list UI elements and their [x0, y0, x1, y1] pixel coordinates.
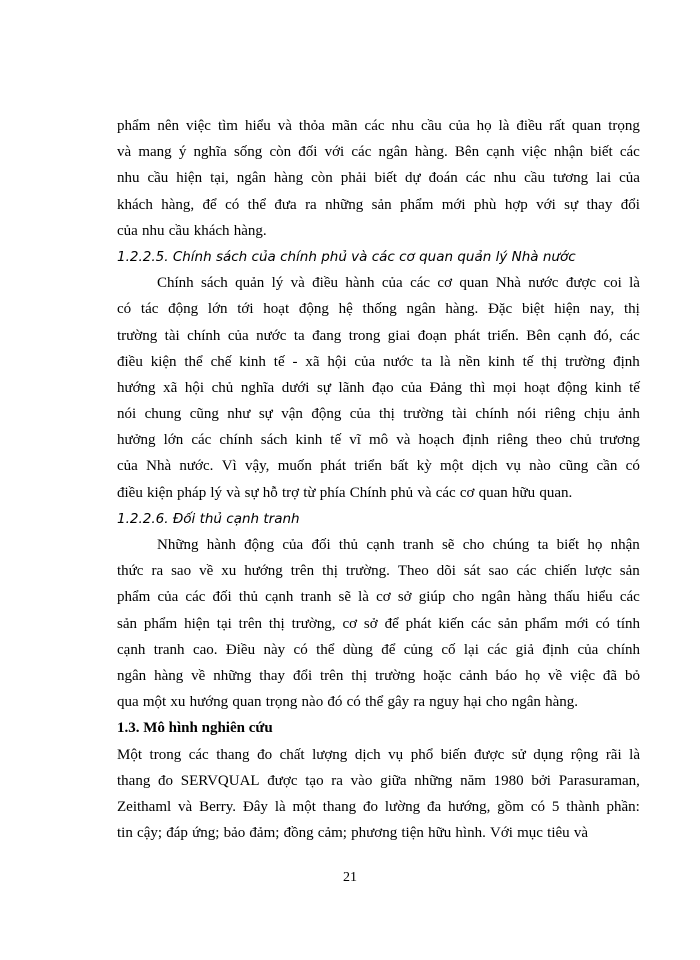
page-number: 21 — [343, 870, 357, 885]
text-line: hưởng lớn các chính sách kinh tế vĩ mô và hoạch định riêng theo chủ trương — [117, 432, 640, 449]
text-line: cạnh tranh cao. Điều này có thể dùng để củng cố lại các giả định của chính — [117, 641, 640, 658]
text-line: điều kiện thể chế kinh tế - xã hội của nước ta là nền kinh tế thị trường định — [117, 353, 640, 370]
text-line: phẩm của các đối thủ cạnh tranh sẽ là cơ sở giúp cho ngân hàng thấu hiểu các — [117, 589, 640, 606]
text-line: phẩm nên việc tìm hiểu và thỏa mãn các nhu cầu của họ là điều rất quan trọng — [117, 118, 640, 134]
text-line: Một trong các thang đo chất lượng dịch vụ phổ biến được sử dụng rộng rãi là — [117, 746, 640, 763]
paragraph — [117, 532, 640, 715]
text-line: có tác động lớn tới hoạt động hệ thống ngân hàng. Đặc biệt hiện nay, thị — [117, 301, 640, 318]
text-line: nói chung cũng như sự vận động của thị trường tài chính nói riêng chịu ảnh — [117, 406, 640, 423]
text-line: Zeithaml và Berry. Đây là một thang đo lường đa hướng, gồm có 5 thành phần: — [117, 798, 640, 815]
text-line: tin cậy; đáp ứng; bảo đảm; đồng cảm; phương tiện hữu hình. Với mục tiêu và — [117, 825, 589, 842]
text-line: sản phẩm hiện tại trên thị trường, cơ sở để phát kiến các sản phẩm mới có tính — [117, 615, 640, 632]
text-line: hướng xã hội chủ nghĩa dưới sự lãnh đạo của Đảng thì mọi hoạt động kinh tế — [117, 379, 640, 396]
text-line: khách hàng, để có thể đưa ra những sản phẩm mới phù hợp với sự thay đổi — [117, 196, 640, 213]
paragraph — [117, 113, 640, 244]
paragraph — [117, 742, 640, 847]
text-line: trường tài chính của nước ta đang trong giai đoạn phát triển. Bên cạnh đó, các — [117, 327, 640, 344]
text-line: Chính sách quản lý và điều hành của các cơ quan Nhà nước được coi là — [157, 275, 640, 292]
text-line: thang đo SERVQUAL được tạo ra vào giữa những năm 1980 bởi Parasuraman, — [117, 772, 640, 789]
text-line: qua một xu hướng quan trọng nào đó có thể gây ra nguy hại cho ngân hàng. — [117, 694, 579, 711]
text-line: của nhu cầu khách hàng. — [117, 222, 267, 239]
section-subheading: 1.2.2.5. Chính sách của chính phủ và các cơ quan quản lý Nhà nước — [117, 248, 576, 265]
text-line: của Nhà nước. Vì vậy, muốn phát triển bất kỳ một dịch vụ nào cũng cần có — [117, 458, 640, 475]
text-line: Những hành động của đối thủ cạnh tranh sẽ cho chúng ta biết họ nhận — [157, 537, 640, 553]
text-line: nhu cầu hiện tại, ngân hàng còn phải biết dự đoán các nhu cầu tương lai của — [117, 170, 640, 187]
paragraph — [117, 270, 640, 506]
section-heading: 1.3. Mô hình nghiên cứu — [117, 720, 273, 737]
text-line: ngân hàng về những thay đổi trên thị trường hoặc cảnh báo họ về việc đã bỏ — [117, 667, 640, 684]
text-line: và mang ý nghĩa sống còn đối với các ngân hàng. Bên cạnh việc nhận biết các — [117, 144, 640, 161]
page-body — [117, 113, 640, 846]
section-subheading: 1.2.2.6. Đối thủ cạnh tranh — [117, 510, 300, 527]
text-line: thức ra sao về xu hướng trên thị trường. Theo dõi sát sao các chiến lược sản — [117, 563, 640, 580]
text-line: điều kiện pháp lý và sự hỗ trợ từ phía Chính phủ và các cơ quan hữu quan. — [117, 484, 573, 501]
